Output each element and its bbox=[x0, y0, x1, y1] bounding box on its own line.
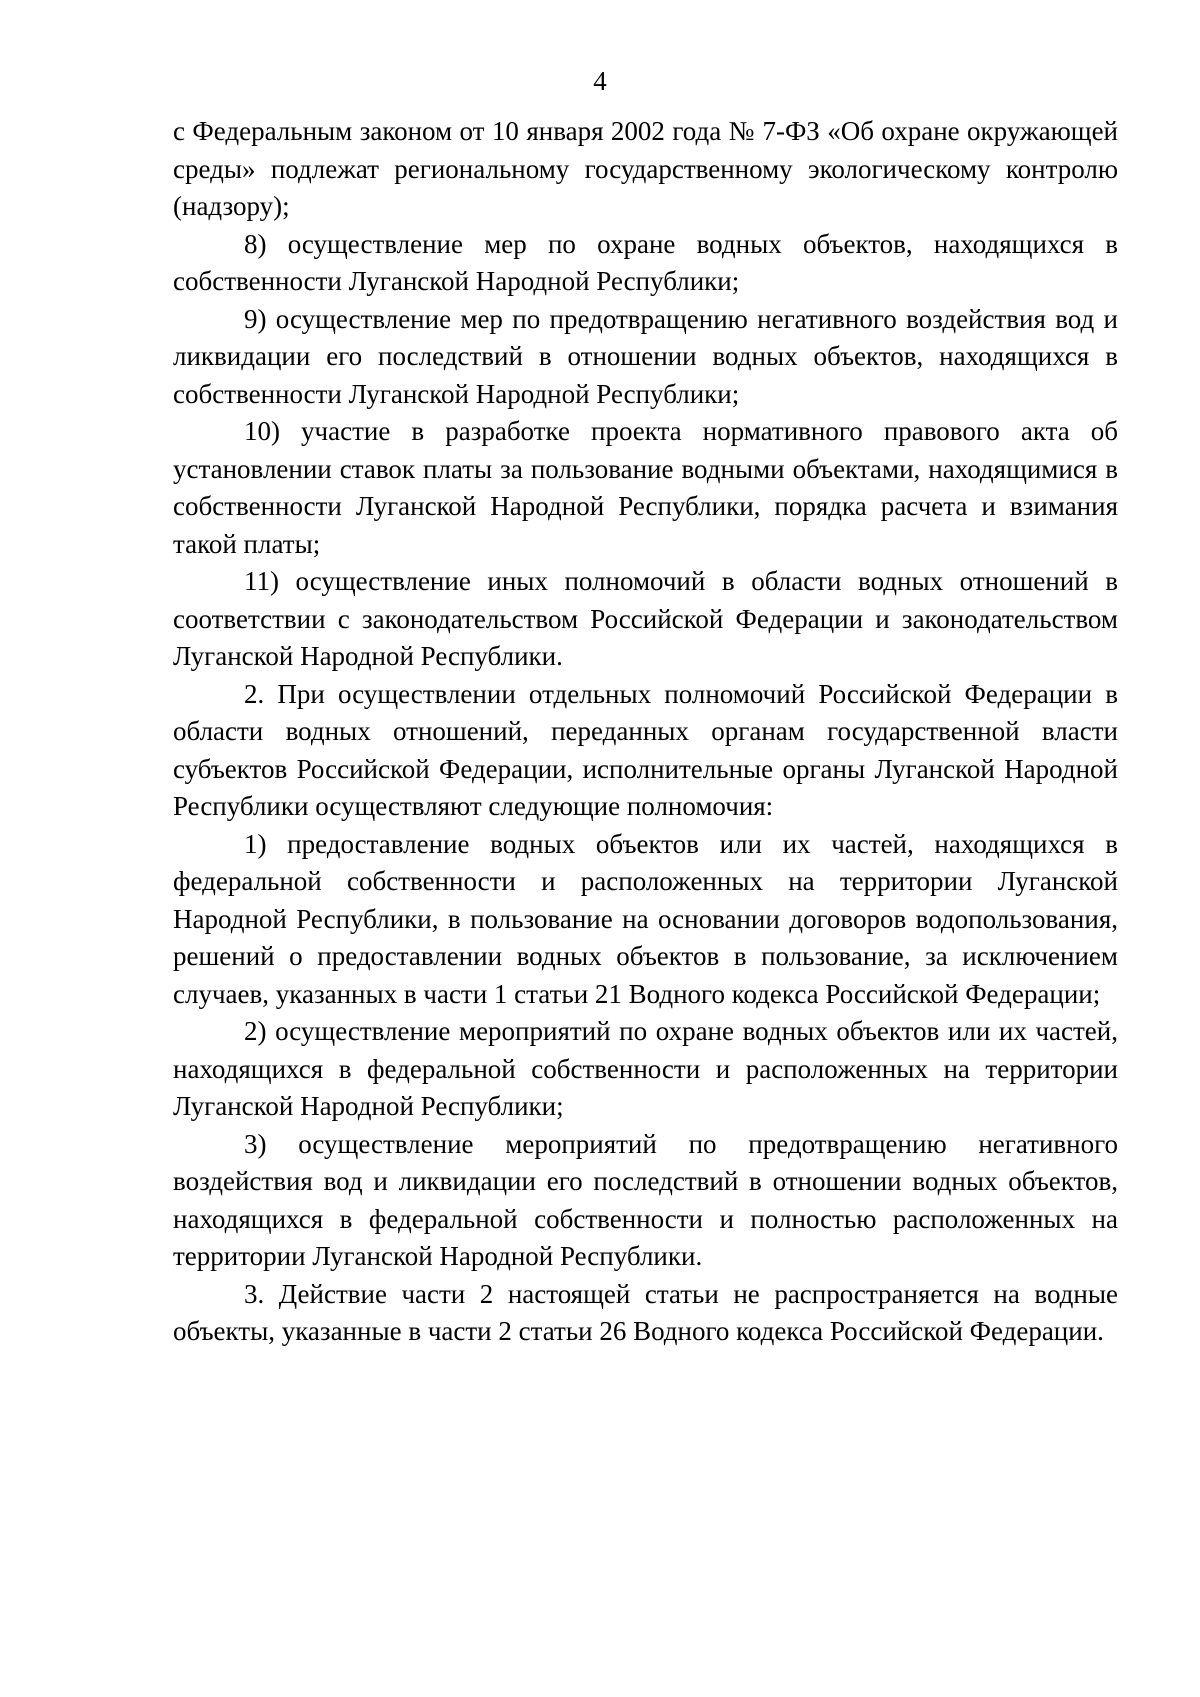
paragraph-item-9: 9) осуществление мер по предотвращению негативного воздействия вод и ликвидации его последствий в отношении водных объектов, находящихся в собственности Луганской Народной Республики; bbox=[173, 303, 1118, 409]
paragraph-part-2-item-2: 2) осуществление мероприятий по охране водных объектов или их частей, находящихся в федеральной собственности и расположенных на территории Луганской Народной Республики; bbox=[173, 1016, 1118, 1121]
paragraph-part-2: 2. При осуществлении отдельных полномочий Российской Федерации в области водных отношений, переданных органам государственной власти субъектов Российской Федерации, исполнительные органы Луганской Народной Республики осуществляют следующие полномочия: bbox=[173, 678, 1118, 821]
document-body bbox=[173, 113, 1118, 1351]
page-number: 4 bbox=[593, 66, 607, 96]
paragraph-item-11: 11) осуществление иных полномочий в области водных отношений в соответствии с законодательством Российской Федерации и законодательством Луганской Народной Республики. bbox=[173, 566, 1118, 671]
paragraph-part-3: 3. Действие части 2 настоящей статьи не распространяется на водные объекты, указанные в части 2 статьи 26 Водного кодекса Российской Федерации. bbox=[173, 1278, 1118, 1346]
paragraph-item-8: 8) осуществление мер по охране водных объектов, находящихся в собственности Луганской Народной Республики; bbox=[173, 228, 1118, 296]
paragraph-continuation: с Федеральным законом от 10 января 2002 года № 7-ФЗ «Об охране окружающей среды» подлежат региональному государственному экологическому контролю (надзору); bbox=[173, 116, 1118, 221]
paragraph-item-10: 10) участие в разработке проекта нормативного правового акта об установлении ставок платы за пользование водными объектами, находящимися в собственности Луганской Народной Республики, порядка расчета и взимания такой платы; bbox=[173, 416, 1118, 559]
paragraph-part-2-item-3: 3) осуществление мероприятий по предотвращению негативного воздействия вод и ликвидации его последствий в отношении водных объектов, находящихся в федеральной собственности и полностью расположенных на территории Луганской Народной Республики. bbox=[173, 1128, 1118, 1271]
paragraph-part-2-item-1: 1) предоставление водных объектов или их частей, находящихся в федеральной собственности и расположенных на территории Луганской Народной Республики, в пользование на основании договоров водопользования, решений о предоставлении водных объектов в пользование, за исключением случаев, указанных в части 1 статьи 21 Водного кодекса Российской Федерации; bbox=[173, 828, 1118, 1009]
